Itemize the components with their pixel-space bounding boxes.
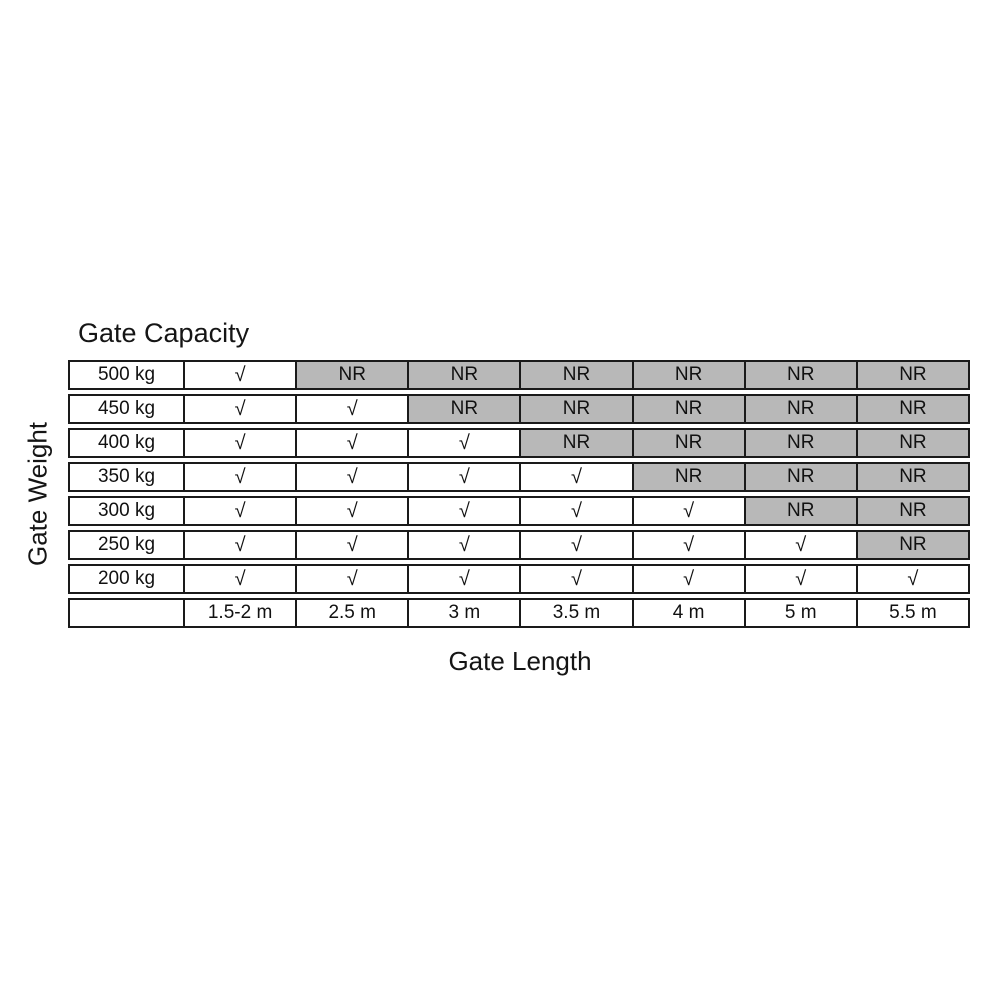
table-row xyxy=(68,360,970,390)
table-row xyxy=(68,428,970,458)
capacity-ok-cell: √ xyxy=(521,530,633,560)
capacity-nr-cell: NR xyxy=(634,394,746,424)
capacity-nr-cell: NR xyxy=(409,360,521,390)
capacity-nr-cell: NR xyxy=(746,462,858,492)
capacity-ok-cell: √ xyxy=(297,428,409,458)
capacity-ok-cell: √ xyxy=(409,428,521,458)
capacity-nr-cell: NR xyxy=(858,360,970,390)
capacity-nr-cell: NR xyxy=(746,428,858,458)
length-header-row xyxy=(68,598,970,628)
weight-cell: 500 kg xyxy=(68,360,185,390)
capacity-ok-cell: √ xyxy=(634,530,746,560)
chart-title: Gate Capacity xyxy=(78,318,250,348)
capacity-ok-cell: √ xyxy=(185,394,297,424)
length-label-cell: 5.5 m xyxy=(858,598,970,628)
capacity-ok-cell: √ xyxy=(185,496,297,526)
capacity-nr-cell: NR xyxy=(746,360,858,390)
weight-cell: 400 kg xyxy=(68,428,185,458)
capacity-nr-cell: NR xyxy=(858,462,970,492)
capacity-ok-cell: √ xyxy=(634,564,746,594)
corner-cell xyxy=(68,598,185,628)
capacity-ok-cell: √ xyxy=(634,496,746,526)
capacity-ok-cell: √ xyxy=(297,564,409,594)
capacity-nr-cell: NR xyxy=(858,394,970,424)
capacity-ok-cell: √ xyxy=(185,462,297,492)
length-label-cell: 5 m xyxy=(746,598,858,628)
capacity-ok-cell: √ xyxy=(185,564,297,594)
capacity-table-body xyxy=(68,360,970,628)
capacity-ok-cell: √ xyxy=(746,530,858,560)
table-row xyxy=(68,564,970,594)
capacity-nr-cell: NR xyxy=(746,496,858,526)
capacity-ok-cell: √ xyxy=(409,564,521,594)
capacity-nr-cell: NR xyxy=(858,496,970,526)
table-row xyxy=(68,462,970,492)
capacity-table xyxy=(68,356,970,632)
table-row xyxy=(68,394,970,424)
length-label-cell: 3 m xyxy=(409,598,521,628)
capacity-ok-cell: √ xyxy=(409,462,521,492)
length-label-cell: 3.5 m xyxy=(521,598,633,628)
weight-cell: 200 kg xyxy=(68,564,185,594)
capacity-nr-cell: NR xyxy=(858,428,970,458)
table-row xyxy=(68,496,970,526)
capacity-ok-cell: √ xyxy=(858,564,970,594)
capacity-ok-cell: √ xyxy=(521,564,633,594)
capacity-ok-cell: √ xyxy=(185,530,297,560)
capacity-ok-cell: √ xyxy=(297,394,409,424)
length-label-cell: 2.5 m xyxy=(297,598,409,628)
length-label-cell: 1.5-2 m xyxy=(185,598,297,628)
x-axis-label: Gate Length xyxy=(448,646,592,676)
capacity-ok-cell: √ xyxy=(185,360,297,390)
capacity-nr-cell: NR xyxy=(634,462,746,492)
capacity-nr-cell: NR xyxy=(858,530,970,560)
weight-cell: 450 kg xyxy=(68,394,185,424)
capacity-ok-cell: √ xyxy=(746,564,858,594)
capacity-ok-cell: √ xyxy=(297,530,409,560)
length-label-cell: 4 m xyxy=(634,598,746,628)
capacity-ok-cell: √ xyxy=(409,496,521,526)
weight-cell: 250 kg xyxy=(68,530,185,560)
capacity-nr-cell: NR xyxy=(409,394,521,424)
capacity-nr-cell: NR xyxy=(634,360,746,390)
capacity-nr-cell: NR xyxy=(297,360,409,390)
capacity-ok-cell: √ xyxy=(297,462,409,492)
capacity-ok-cell: √ xyxy=(521,496,633,526)
table-row xyxy=(68,530,970,560)
capacity-nr-cell: NR xyxy=(634,428,746,458)
capacity-nr-cell: NR xyxy=(521,360,633,390)
weight-cell: 350 kg xyxy=(68,462,185,492)
capacity-ok-cell: √ xyxy=(521,462,633,492)
capacity-ok-cell: √ xyxy=(297,496,409,526)
capacity-nr-cell: NR xyxy=(521,394,633,424)
y-axis-label: Gate Weight xyxy=(22,421,53,567)
capacity-ok-cell: √ xyxy=(409,530,521,560)
capacity-ok-cell: √ xyxy=(185,428,297,458)
capacity-nr-cell: NR xyxy=(521,428,633,458)
capacity-nr-cell: NR xyxy=(746,394,858,424)
weight-cell: 300 kg xyxy=(68,496,185,526)
